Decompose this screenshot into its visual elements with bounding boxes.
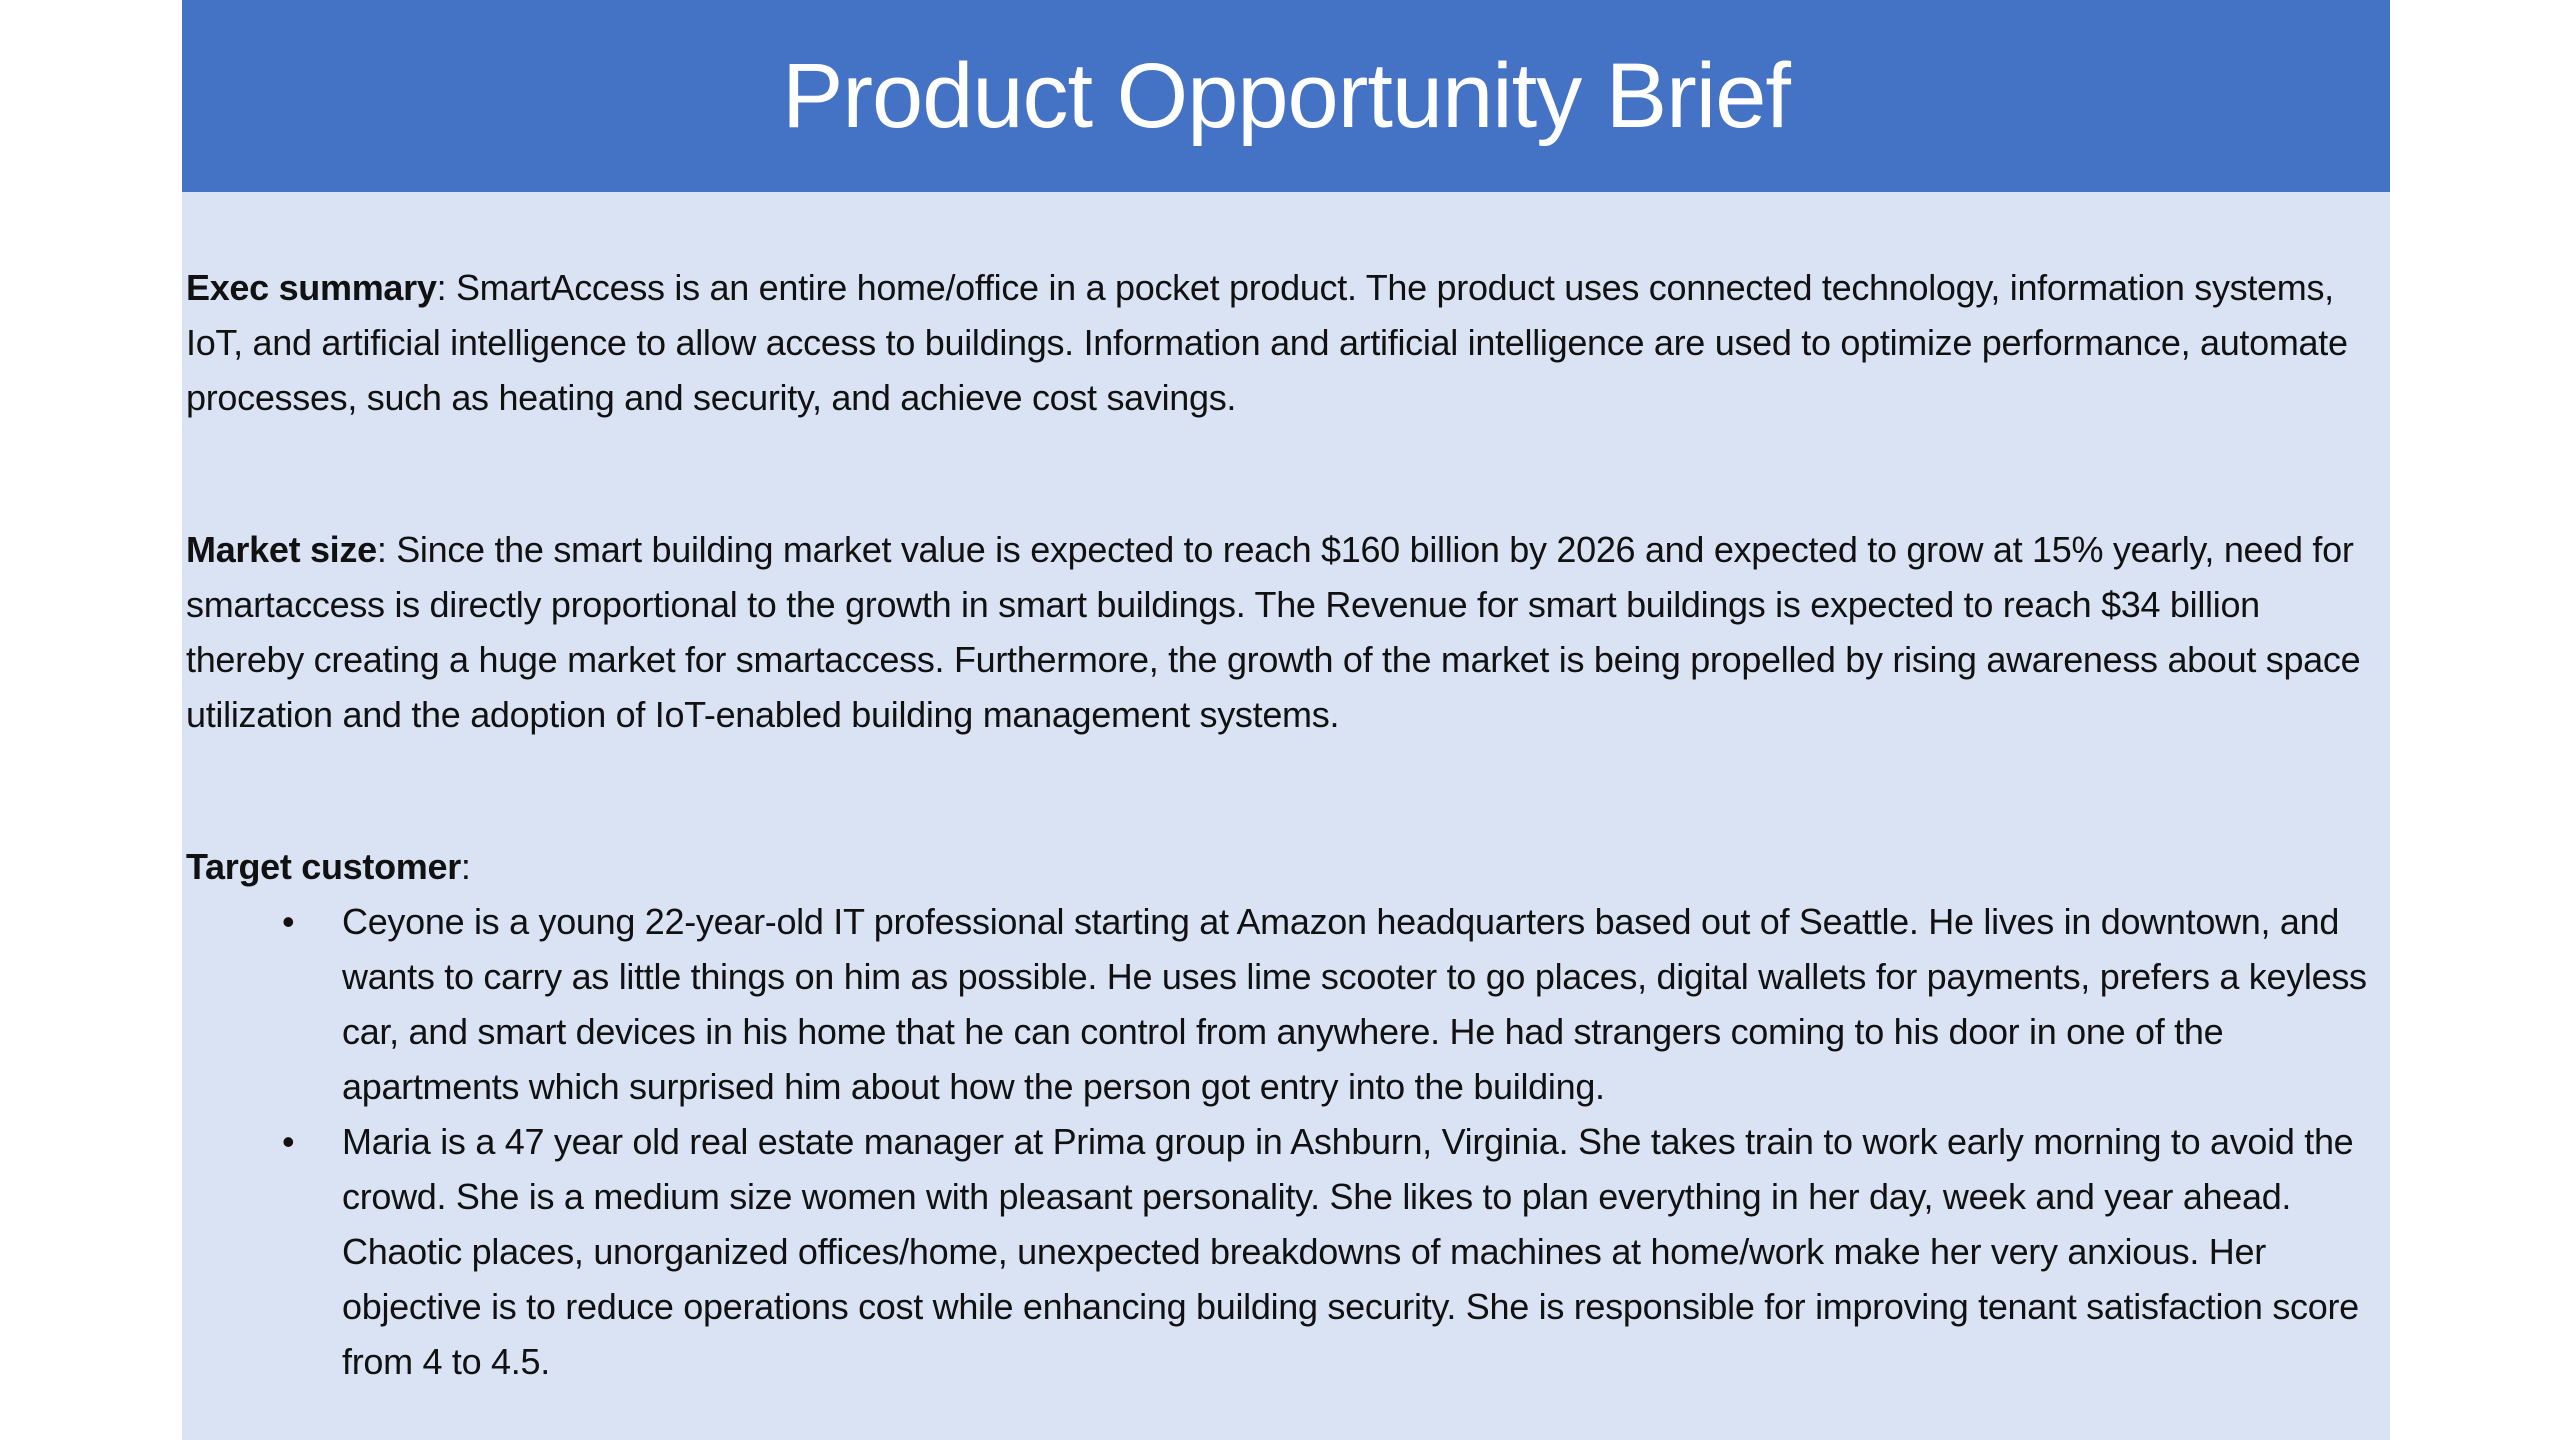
market-size-label: Market size <box>186 529 377 570</box>
bullet-icon: • <box>282 901 295 942</box>
persona-text: Ceyone is a young 22-year-old IT professional starting at Amazon headquarters based out of Seattle. He lives in downtown, and wants to carry as little things on him as possible. He uses lime scooter to go places, digital wallets for payments, prefers a keyless car, and smart devices in his home that he can control from anywhere. He had strangers coming to his door in one of the apartments which surprised him about how the person got entry into the building. <box>342 901 2367 1107</box>
spacer <box>186 425 2384 522</box>
persona-list <box>186 894 2384 1389</box>
title-bar <box>182 0 2390 192</box>
persona-item-maria <box>186 1114 2384 1389</box>
market-size-separator: : <box>376 529 387 570</box>
slide-title: Product Opportunity Brief <box>782 44 1790 147</box>
target-customer-heading <box>186 839 2384 894</box>
slide <box>182 0 2390 1440</box>
persona-item-ceyone <box>186 894 2384 1114</box>
target-customer-label: Target customer <box>186 846 461 887</box>
exec-summary-label: Exec summary <box>186 267 437 308</box>
persona-text: Maria is a 47 year old real estate manager at Prima group in Ashburn, Virginia. She takes train to work early morning to avoid the crowd. She is a medium size women with pleasant personality. She likes to plan everything in her day, week and year ahead. Chaotic places, unorganized offices/home, unexpected breakdowns of machines at home/work make her very anxious. Her objective is to reduce operations cost while enhancing building security. She is responsible for improving tenant satisfaction score from 4 to 4.5. <box>342 1121 2359 1382</box>
exec-summary-text: SmartAccess is an entire home/office in a pocket product. The product uses connected technology, information systems, IoT, and artificial intelligence to allow access to buildings. Information and artificial intelligence are used to optimize performance, automate processes, such as heating and security, and achieve cost savings. <box>186 267 2348 418</box>
target-customer-separator: : <box>460 846 471 887</box>
spacer <box>186 742 2384 839</box>
market-size-paragraph <box>186 522 2384 742</box>
exec-summary-paragraph <box>186 260 2384 425</box>
bullet-icon: • <box>282 1121 295 1162</box>
exec-summary-separator: : <box>436 267 447 308</box>
market-size-text: Since the smart building market value is expected to reach $160 billion by 2026 and expected to grow at 15% yearly, need for smartaccess is directly proportional to the growth in smart buildings. The Revenue for smart buildings is expected to reach $34 billion thereby creating a huge market for smartaccess. Furthermore, the growth of the market is being propelled by rising awareness about space utilization and the adoption of IoT-enabled building management systems. <box>186 529 2361 735</box>
slide-content <box>186 260 2384 1389</box>
